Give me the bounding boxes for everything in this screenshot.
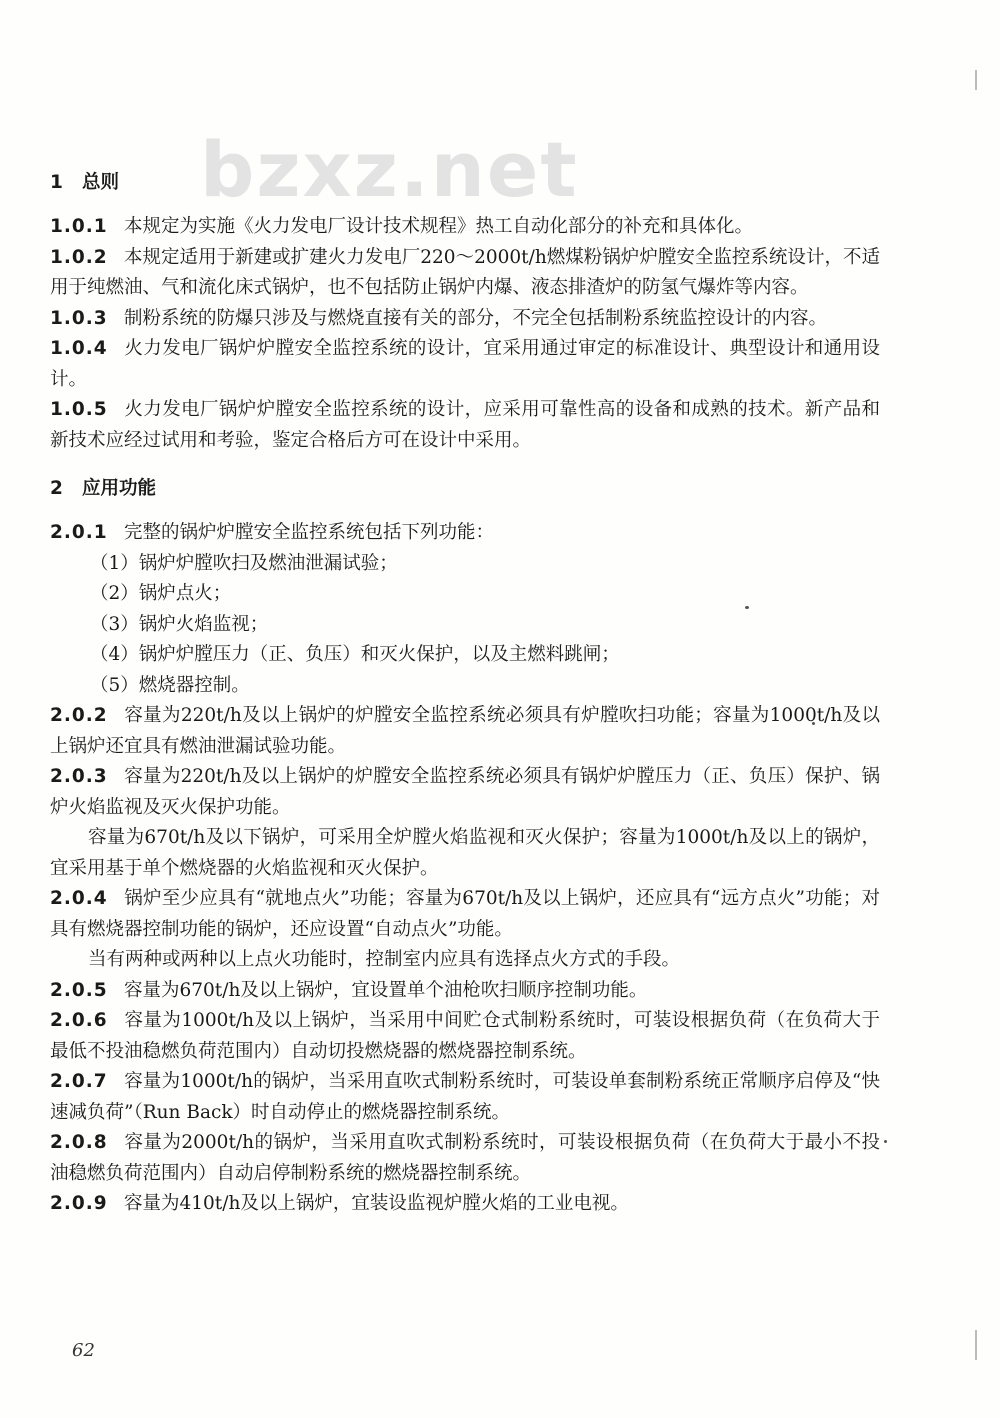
scan-edge-mark bbox=[975, 70, 977, 90]
clause-text: 本规定适用于新建或扩建火力发电厂220～2000t/h燃煤粉锅炉炉膛安全监控系统设计，不适用于纯燃油、气和流化床式锅炉，也不包括防止锅炉内爆、液态排渣炉的防氢气爆炸等内容。 bbox=[50, 246, 880, 298]
scan-edge-mark bbox=[975, 1330, 977, 1360]
clause-2-0-9 bbox=[50, 1189, 880, 1220]
section-title: 应用功能 bbox=[82, 478, 157, 499]
clause-number: 2.0.2 bbox=[50, 705, 108, 726]
clause-text: 容量为1000t/h及以上锅炉，当采用中间贮仓式制粉系统时，可装设根据负荷（在负荷大于最低不投油稳燃负荷范围内）自动切投燃烧器的燃烧器控制系统。 bbox=[50, 1010, 880, 1062]
clause-text: 锅炉至少应具有“就地点火”功能；容量为670t/h及以上锅炉，还应具有“远方点火”功能；对具有燃烧器控制功能的锅炉，还应设置“自动点火”功能。 bbox=[50, 888, 880, 940]
clause-number: 2.0.8 bbox=[50, 1132, 108, 1153]
clause-number: 1.0.3 bbox=[50, 307, 108, 329]
list-item: （1）锅炉炉膛吹扫及燃油泄漏试验； bbox=[90, 552, 398, 574]
clause-text: 容量为220t/h及以上锅炉的炉膛安全监控系统必须具有炉膛吹扫功能；容量为1000t/h及以上锅炉还宜具有燃油泄漏试验功能。 bbox=[50, 705, 880, 757]
clause-number: 2.0.4 bbox=[50, 888, 108, 909]
clause-number: 2.0.1 bbox=[50, 522, 108, 543]
section-heading-1 bbox=[50, 168, 880, 198]
clause-text: 火力发电厂锅炉炉膛安全监控系统的设计，宜采用通过审定的标准设计、典型设计和通用设计。 bbox=[50, 338, 880, 390]
clause-number: 2.0.3 bbox=[50, 766, 108, 787]
clause-text: 火力发电厂锅炉炉膛安全监控系统的设计，应采用可靠性高的设备和成熟的技术。新产品和新技术应经过试用和考验，鉴定合格后方可在设计中采用。 bbox=[50, 399, 880, 451]
clause-number: 1.0.2 bbox=[50, 246, 108, 268]
clause-2-0-6 bbox=[50, 1006, 880, 1067]
clause-text: 容量为220t/h及以上锅炉的炉膛安全监控系统必须具有锅炉炉膛压力（正、负压）保护、锅炉火焰监视及灭火保护功能。 bbox=[50, 766, 880, 818]
watermark: bzxz.net bbox=[200, 125, 579, 214]
section-heading-2 bbox=[50, 474, 880, 504]
clause-1-0-2 bbox=[50, 243, 880, 304]
clause-2-0-2 bbox=[50, 701, 880, 762]
clause-continuation: 容量为670t/h及以下锅炉，可采用全炉膛火焰监视和灭火保护；容量为1000t/h及以上的锅炉，宜采用基于单个燃烧器的火焰监视和灭火保护。 bbox=[50, 827, 880, 879]
clause-text: 完整的锅炉炉膛安全监控系统包括下列功能： bbox=[124, 522, 495, 543]
clause-number: 2.0.5 bbox=[50, 979, 108, 1001]
clause-1-0-3 bbox=[50, 304, 880, 335]
clause-text: 容量为2000t/h的锅炉，当采用直吹式制粉系统时，可装设根据负荷（在负荷大于最小不投油稳燃负荷范围内）自动启停制粉系统的燃烧器控制系统。 bbox=[50, 1132, 880, 1184]
list-item: （3）锅炉火焰监视； bbox=[90, 613, 269, 635]
list-item: （2）锅炉点火； bbox=[90, 583, 232, 604]
section-number: 1 bbox=[50, 172, 63, 193]
clause-text: 容量为1000t/h的锅炉，当采用直吹式制粉系统时，可装设单套制粉系统正常顺序启停及“快速减负荷”（Run Back）时自动停止的燃烧器控制系统。 bbox=[50, 1071, 880, 1123]
clause-text: 制粉系统的防爆只涉及与燃烧直接有关的部分，不完全包括制粉系统监控设计的内容。 bbox=[124, 307, 828, 329]
list-item: （4）锅炉炉膛压力（正、负压）和灭火保护，以及主燃料跳闸； bbox=[90, 644, 620, 665]
section-title: 总则 bbox=[82, 172, 120, 193]
clause-1-0-5 bbox=[50, 395, 880, 456]
clause-1-0-4 bbox=[50, 334, 880, 395]
clause-2-0-4 bbox=[50, 884, 880, 945]
clause-number: 2.0.9 bbox=[50, 1193, 108, 1214]
clause-number: 1.0.5 bbox=[50, 399, 108, 420]
clause-2-0-8 bbox=[50, 1128, 880, 1189]
clause-continuation: 当有两种或两种以上点火功能时，控制室内应具有选择点火方式的手段。 bbox=[88, 949, 681, 970]
clause-2-0-3 bbox=[50, 762, 880, 823]
clause-text: 容量为670t/h及以上锅炉，宜设置单个油枪吹扫顺序控制功能。 bbox=[124, 979, 648, 1001]
clause-2-0-1 bbox=[50, 518, 880, 549]
page-number: 62 bbox=[72, 1340, 95, 1361]
section-number: 2 bbox=[50, 478, 63, 499]
clause-number: 2.0.6 bbox=[50, 1010, 108, 1031]
clause-1-0-1 bbox=[50, 212, 880, 243]
list-item: （5）燃烧器控制。 bbox=[90, 674, 250, 696]
clause-2-0-5 bbox=[50, 976, 880, 1007]
clause-2-0-7 bbox=[50, 1067, 880, 1128]
clause-number: 1.0.1 bbox=[50, 216, 108, 237]
clause-text: 容量为410t/h及以上锅炉，宜装设监视炉膛火焰的工业电视。 bbox=[124, 1193, 629, 1214]
scan-speck bbox=[884, 1140, 887, 1143]
clause-number: 2.0.7 bbox=[50, 1071, 108, 1092]
document-body bbox=[50, 168, 880, 1220]
clause-text: 本规定为实施《火力发电厂设计技术规程》热工自动化部分的补充和具体化。 bbox=[124, 216, 754, 237]
clause-number: 1.0.4 bbox=[50, 338, 108, 359]
